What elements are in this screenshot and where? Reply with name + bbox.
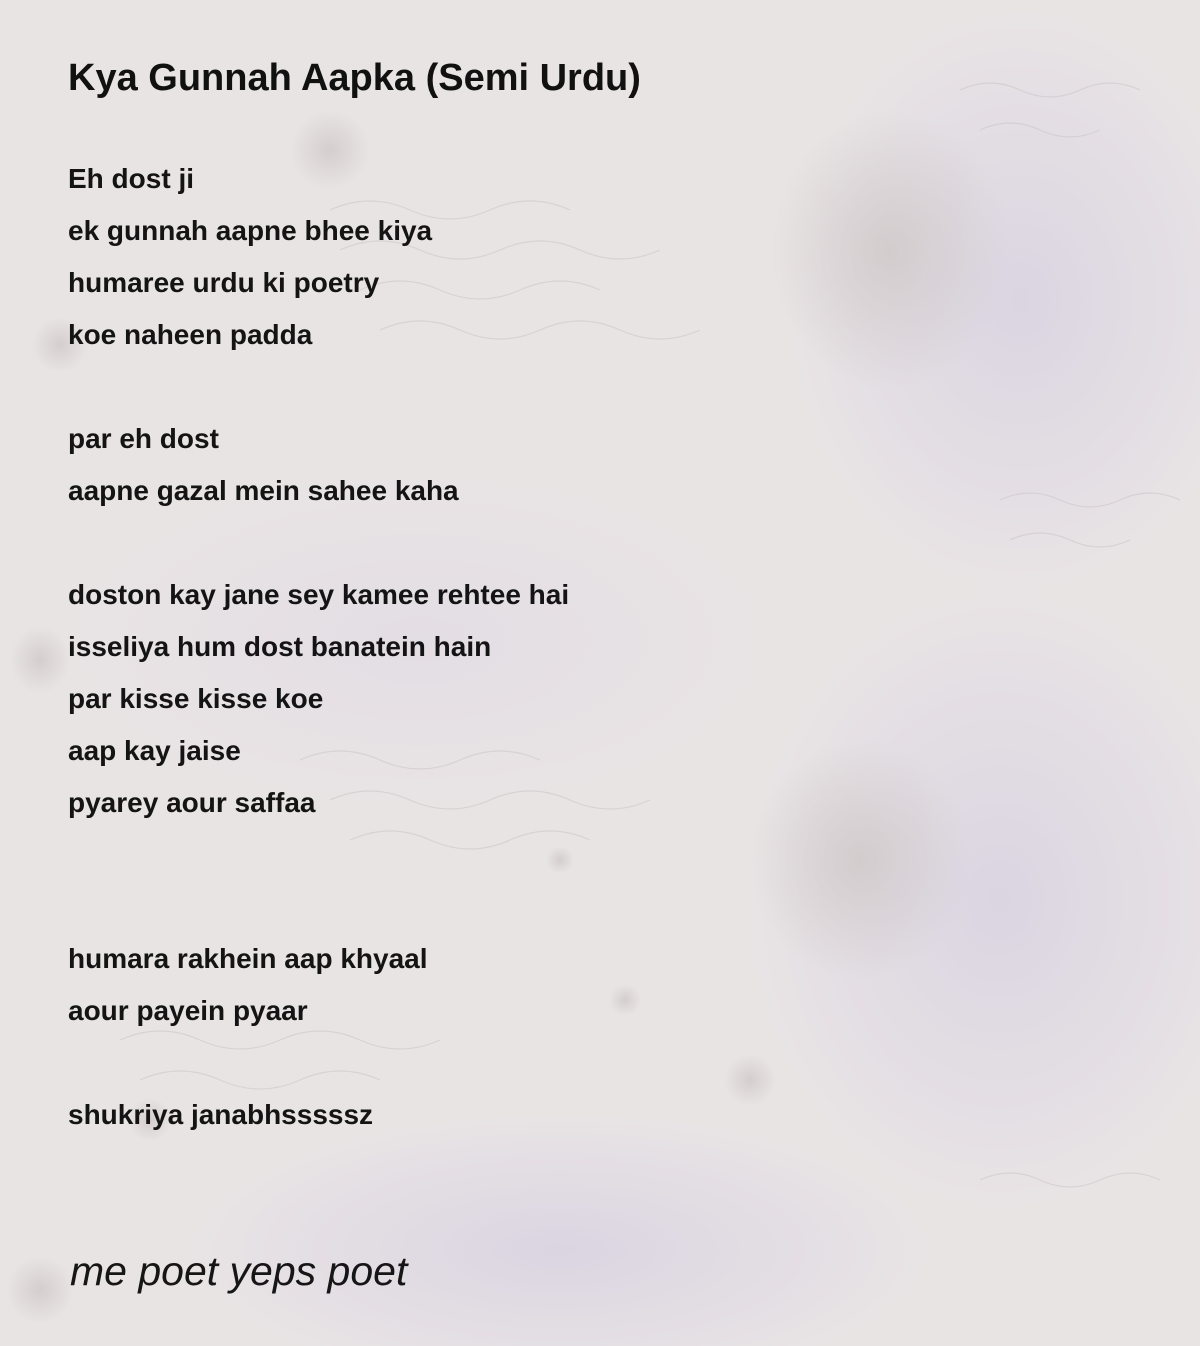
poem-line: aapne gazal mein sahee kaha [68,475,459,506]
poem-line: ek gunnah aapne bhee kiya [68,215,433,246]
poem-author: me poet yeps poet [70,1248,408,1294]
poem-line: pyarey aour saffaa [68,787,316,818]
poem-body [68,153,569,1193]
poem-line: humaree urdu ki poetry [68,267,380,298]
stanza [68,1089,569,1141]
stanza [68,413,569,517]
poem-line: aap kay jaise [68,735,241,766]
poem-line: aour payein pyaar [68,995,308,1026]
poem-line: shukriya janabhsssssz [68,1099,374,1130]
poem-title: Kya Gunnah Aapka (Semi Urdu) [68,57,641,99]
poem-line: doston kay jane sey kamee rehtee hai [68,579,570,610]
stanza [68,933,569,1037]
poem-line: Eh dost ji [68,163,194,194]
poem-line: humara rakhein aap khyaal [68,943,428,974]
poem-line: isseliya hum dost banatein hain [68,631,492,662]
poem-line: par kisse kisse koe [68,683,324,714]
poem-line: koe naheen padda [68,319,313,350]
poem-line: par eh dost [68,423,219,454]
stanza [68,153,569,361]
stanza [68,569,569,829]
